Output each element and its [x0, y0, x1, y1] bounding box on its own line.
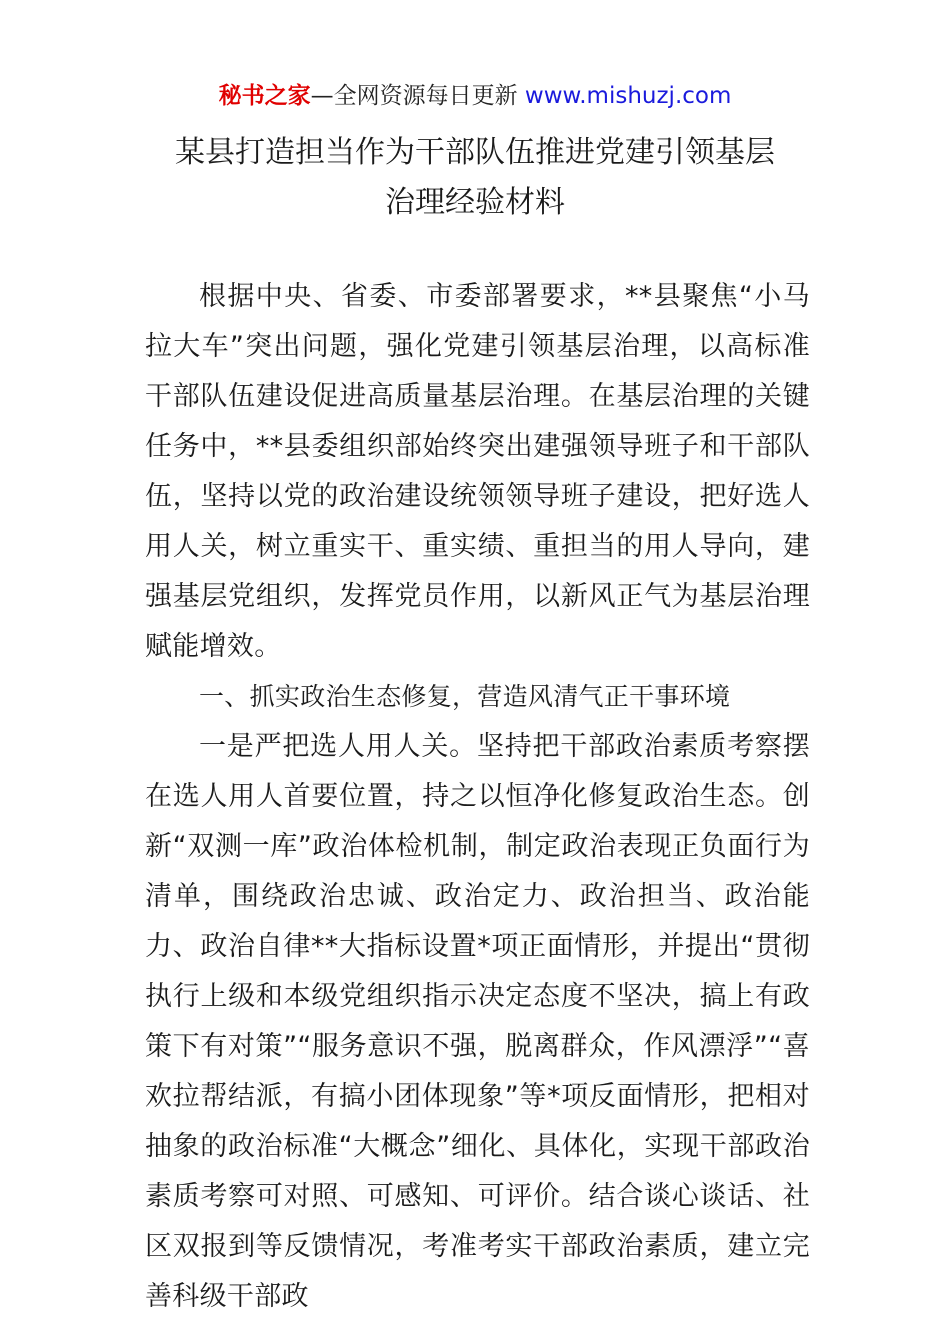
- site-url-link[interactable]: www.mishuzj.com: [524, 83, 732, 109]
- site-tagline: —全网资源每日更新: [310, 83, 525, 109]
- body-paragraph: 一是严把选人用人关。坚持把干部政治素质考察摆在选人用人首要位置，持之以恒净化修复政治生态。创新“双测一库”政治体检机制，制定政治表现正负面行为清单，围绕政治忠诚、政治定力、政治担当、政治能力、政治自律**大指标设置*项正面情形，并提出“贯彻执行上级和本级党组织指示决定态度不坚决，搞上有政策下有对策”“服务意识不强，脱离群众，作风漂浮”“喜欢拉帮结派，有搞小团体现象”等*项反面情形，把相对抽象的政治标准“大概念”细化、具体化，实现干部政治素质考察可对照、可感知、可评价。结合谈心谈话、社区双报到等反馈情况，考准考实干部政治素质，建立完善科级干部政: [145, 731, 810, 1312]
- site-header: [0, 80, 950, 112]
- title-line-2: 治理经验材料: [385, 185, 565, 220]
- intro-paragraph: 根据中央、省委、市委部署要求，**县聚焦“小马拉大车”突出问题，强化党建引领基层治理，以高标准干部队伍建设促进高质量基层治理。在基层治理的关键任务中，**县委组织部始终突出建强领导班子和干部队伍，坚持以党的政治建设统领领导班子建设，把好选人用人关，树立重实干、重实绩、重担当的用人导向，建强基层党组织，发挥党员作用，以新风正气为基层治理赋能增效。: [145, 281, 810, 662]
- title-line-1: 某县打造担当作为干部队伍推进党建引领基层: [175, 135, 775, 170]
- document-body: [145, 272, 810, 1322]
- site-brand: 秘书之家: [218, 83, 311, 109]
- section-heading: 一、抓实政治生态修复，营造风清气正干事环境: [199, 682, 731, 711]
- document-title: [0, 128, 950, 228]
